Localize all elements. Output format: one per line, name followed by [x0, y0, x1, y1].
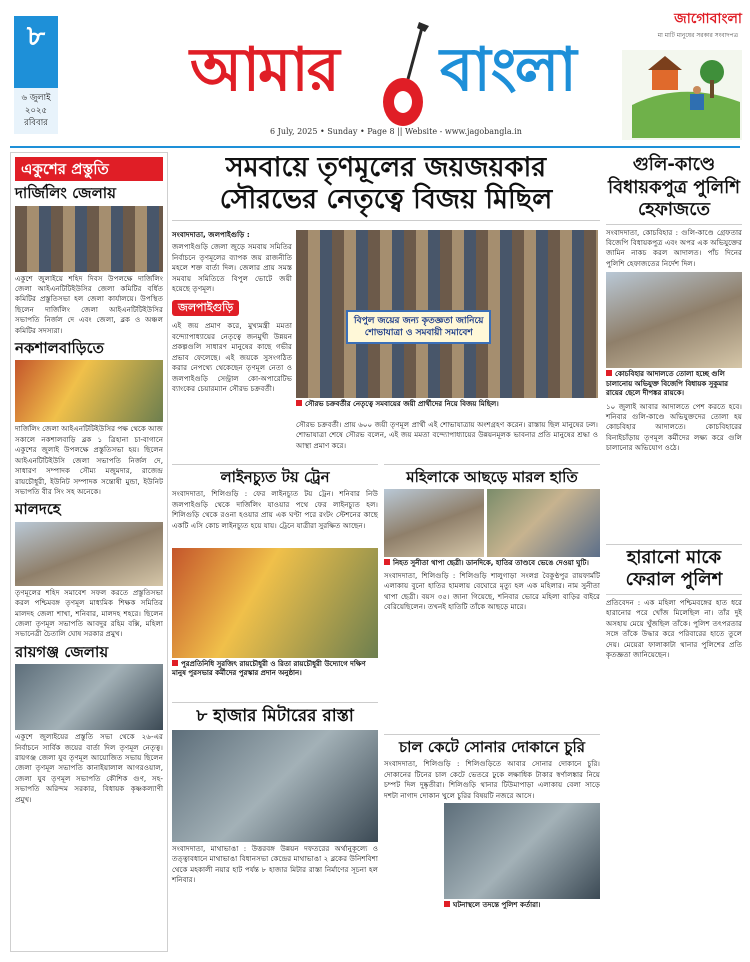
lead-headline-line-1: সমবায়ে তৃণমূলের জয়জয়কার [225, 152, 547, 183]
brand-corner [612, 10, 742, 140]
date-day: ৬ জুলাই [21, 92, 51, 103]
lead-text-2: এই জয় প্রমাণ করে, মুখ্যমন্ত্রী মমতা বন্দ্যোপাধ্যায়ের নেতৃত্বে জনমুখী উন্নয়ন প্রকল্পগুলি সাধারণ মানুষের কাছে গভীর প্রভাব ফেলেছে। এই জয়কে সুসংগঠিত করার নেপথ্যে থেকেছেন তৃণমূল নেতা ও জলপাইগুড়ি সেন্ট্রাল কো-অপারেটিভ ব্যাংকের চেয়ারম্যান সৌরভ চক্রবর্তী। [172, 321, 292, 394]
darjeeling-heading: দার্জিলিং জেলায় [15, 184, 116, 203]
lead-text-1: জলপাইগুড়ি জেলা জুড়ে সমবায় সমিতির নির্বাচনে তৃণমূলের ব্যাপক জয় রাজনীতি মহলে শক্ত বার্তা দিল। জেলার প্রায় সমস্ত সমবায় সমিতিতে বিপুল ভোটে জয়ী হয়েছে তৃণমূল। [172, 242, 292, 294]
darjeeling-text: একুশে জুলাইয়ে শহিদ দিবস উপলক্ষে দার্জিলিং জেলা আইএনটিটিইউসির জেলা কমিটির বর্ধিত কমিটির প্রস্তুতিসভা হল জেলা কার্যালয়ে। উপস্থিত ছিলেন দার্জিলিং জেলা আইএনটিটিইউসির সভাপতি নির্জল দে এবং জেলা, ব্লক ও অঞ্চল কমিটির সদস্যরা। [15, 273, 163, 335]
gold-theft-story [384, 734, 600, 910]
date-year: ২০২৫ [24, 105, 48, 116]
lead-dateline: সংবাদদাতা, জলপাইগুড়ি : [172, 230, 250, 239]
left-column [10, 152, 168, 952]
elephant-headline: মহিলাকে আছড়ে মারল হাতি [406, 468, 578, 486]
location-badge: জলপাইগুড়ি [172, 300, 239, 317]
caption-marker [384, 559, 390, 565]
mother-headline: হারানো মাকে ফেরাল পুলিশ [606, 544, 742, 595]
toy-train-headline: লাইনচ্যুত টয় ট্রেন [220, 468, 330, 486]
road-story [172, 702, 378, 888]
elephant-photos [384, 489, 600, 557]
mother-text: প্রতিবেদন : এক মহিলা পশ্চিমবঙ্গের হাত ধরে হারানোর পরে খোঁজ মিলেছিল না। তাঁর দুই অসহায় মেয়ে খুঁজছিল তাঁকে। পুলিশ তৎপরতার সঙ্গে তাঁকে উদ্ধার করে পরিবারের হাতে তুলে দেয়। মেয়েরা ফালাকাটা থানার পুলিশের প্রতি কৃতজ্ঞতা জানিয়েছেন। [606, 597, 742, 659]
malda-photo [15, 522, 163, 586]
gold-theft-caption-text: ঘটনাস্থলে তদন্তে পুলিশ কর্তারা। [453, 901, 541, 909]
gold-theft-headline: চাল কেটে সোনার দোকানে চুরি [399, 738, 585, 756]
lead-story-body [172, 228, 292, 397]
naxalbari-heading: নকশালবাড়িতে [15, 339, 104, 358]
section-banner: একুশের প্রস্তুতি [15, 157, 163, 181]
malda-heading: মালদহে [15, 500, 61, 519]
date-strip [14, 88, 58, 134]
logo-bangla: বাংলা [440, 35, 575, 105]
elephant-story [384, 464, 600, 614]
mla-caption-text: কোচবিহার আদালতে তোলা হচ্ছে গুলি চালানোয় অভিযুক্ত বিজেপি বিধায়ক সুকুমার রায়ের ছেলে দীপঙ্কর রায়কে। [606, 370, 728, 398]
mla-caption [606, 370, 742, 398]
masthead-tagline: 6 July, 2025 • Sunday • Page 8 || Website - www.jagobangla.in [270, 127, 522, 136]
gold-theft-text: সংবাদদাতা, শিলিগুড়ি : শিলিগুড়িতে আবার সোনার দোকানে চুরি। দোকানের টিনের চাল কেটে ভেতরে ঢুকে লক্ষাধিক টাকার স্বর্ণালঙ্কার নিয়ে চম্পট দিল দুষ্কৃতীরা। শিলিগুড়ি থানার টিউমাপাড়া এলাকায় বেলা সাড়ে দশটা নাগাদ দোকান খুলে চুরির বিষয়টি নজরে আসে। [384, 759, 600, 800]
gold-theft-photo [444, 803, 600, 899]
page-number: ৮ [26, 19, 46, 52]
banner-line-1: বিপুল জয়ের জন্য কৃতজ্ঞতা জানিয়ে [354, 316, 484, 326]
gold-theft-caption [444, 901, 600, 910]
lead-headline [172, 152, 600, 221]
caption-marker [172, 660, 178, 666]
caption-marker [444, 901, 450, 907]
caption-marker [606, 370, 612, 376]
middle-column [172, 152, 600, 952]
lead-photo [296, 230, 598, 398]
masthead [0, 0, 750, 148]
event-caption [172, 660, 378, 679]
mla-photo [606, 272, 742, 368]
lead-photo-banner [346, 310, 491, 344]
road-headline: ৮ হাজার মিটারের রাস্তা [196, 706, 354, 726]
raiganj-photo [15, 664, 163, 730]
brand-name: জাগোবাংলা [674, 11, 742, 27]
mla-text-2: ১০ জুলাই আবার আদালতে পেশ করতে হবে। শনিবার গুলি-কাণ্ডে অভিযুক্তদের তোলা হয় কোচবিহার আদালতে। কোচবিহারের বিনাইচাঁড়ায় তৃণমূল কর্মীদের লক্ষ্য করে গুলি চালানোর অভিযোগ ওঠে। [606, 401, 742, 453]
road-text: সংবাদদাতা, মাথাভাঙা : উত্তরবঙ্গ উন্নয়ন দফতরের অর্থানুকূল্যে ও তত্ত্বাবধানে মাথাভাঙা বিধানসভা কেন্দ্রের মাথাভাঙা ২ ব্লকের উনিশবিশা থেকে মহকালী নয়ার হাট পর্যন্ত ৮ হাজার মিটার রাস্তা নির্মাণের সূচনা হল শনিবার। [172, 843, 378, 885]
tanpura-icon [375, 20, 445, 130]
page-number-box [14, 16, 58, 134]
masthead-divider [10, 146, 740, 148]
victim-photo [384, 489, 484, 557]
lead-headline-line-2: সৌরভের নেতৃত্বে বিজয় মিছিল [219, 183, 553, 215]
date-weekday: রবিবার [24, 118, 48, 129]
caption-marker [296, 400, 302, 406]
event-photo-block [172, 548, 378, 679]
mla-headline: গুলি-কাণ্ডে বিধায়কপুত্র পুলিশি হেফাজতে [606, 152, 742, 225]
lead-caption-text: সৌরভ চক্রবর্তীর নেতৃত্বে সমবায়ের জয়ী প্রার্থীদের নিয়ে বিজয় মিছিল। [305, 400, 499, 408]
event-caption-text: পুরপ্রতিনিধি সুরজিৎ রায়চৌধুরী ও রিতা রায়চৌধুরী উদ্যোগে দক্ষিণ মানুষ পুরসভার কর্মীদের পুরস্কার প্রদান অনুষ্ঠান। [172, 660, 366, 678]
brand-subtitle: মা মাটি মানুষের সরকার সংবাদপত্র [657, 32, 738, 39]
naxalbari-photo [15, 360, 163, 422]
road-photo [172, 730, 378, 842]
event-photo [172, 548, 378, 658]
darjeeling-photo [15, 206, 163, 272]
raiganj-heading: রায়গঞ্জ জেলায় [15, 642, 109, 661]
mla-text: সংবাদদাতা, কোচবিহার : গুলি-কাণ্ডে গ্রেফতার বিজেপি বিধায়কপুত্র এবং অপর এক অভিযুক্তের জামিন নাকচ করল আদালত। পাঁচ দিনের পুলিশি হেফাজতের নির্দেশ দিল। [606, 227, 742, 268]
elephant-caption-text: নিহত সুনীতা থাপা ছেত্রী। ডানদিকে, হাতির তাণ্ডবে ভেঙে দেওয়া ঘুটি। [393, 559, 589, 568]
naxalbari-text: দার্জিলিং জেলা আইএনটিটিইউসির পক্ষ থেকে আজ সকালে নকশালবাড়ি ব্লক ১ ত্রিহানা চা-বাগানে একুশের জুলাই উপলক্ষে প্রস্তুতিসভা হয়। ছিলেন আইএনটিটিইউসি জেলা সভাপতি নির্জল দে, সাধারণ সম্পাদক সৌম্য মজুমদার, রাজেন্দ্র রায়চৌধুরী, ইউনিট সম্পাদক সন্তোষী মুন্ডা, ইউনিট সভাপতি বীর সিং সহ অনেকে। [15, 424, 163, 496]
toy-train-text: সংবাদদাতা, শিলিগুড়ি : ফের লাইনচ্যুত টয় ট্রেন। শনিবার নিউ জলপাইগুড়ি থেকে দার্জিলিং যাওয়ার পথে ফের লাইনচ্যুত হল। শিলিগুড়ি থেকে রওনা হওয়ার প্রায় এক ঘণ্টা পরে রংটং স্টেশনের কাছে একটি এসি কোচ লাইনচ্যুত হয়ে যায়। ট্রেনে যাত্রীরা সুরক্ষিত আছেন। [172, 489, 378, 530]
lead-photo-block [296, 230, 598, 410]
elephant-text: সংবাদদাতা, শিলিগুড়ি : শিলিগুড়ি শালুগাড়া সংলগ্ন বৈকুণ্ঠপুর রায়ফার্মটি এলাকায় বুনো হাতির হামলায় বেঘোরে মৃত্যু হল এক মহিলার। নাম সুনীতা থাপা ছেত্রী। বয়স ৩৫। জানা গিয়েছে, শনিবার ভোরে মহিলা বাড়ির বাইরে বেরিয়েছিলেন। তখনই হাতিটি তাঁকে আছড়ে মারে। [384, 570, 600, 611]
damage-photo [487, 489, 600, 557]
right-column [606, 152, 742, 952]
toy-train-story [172, 464, 378, 533]
lead-caption [296, 400, 598, 409]
lead-text-3: সৌরভ চক্রবর্তী। প্রায় ৬০০ জয়ী তৃণমূল প্রার্থী এই শোভাযাত্রায় অংশগ্রহণ করেন। রাস্তায় ছিল মানুষের ঢল। শোভাযাত্রা শেষে সৌরভ বলেন, এই জয় মমতা বন্দ্যোপাধ্যায়ের উন্নয়নমূলক ভাবনার প্রতি মানুষের শ্রদ্ধা ও আস্থা প্রমাণ করে। [296, 420, 598, 450]
banner-line-2: শোভাযাত্রা ও সমবায়ী সমাবেশ [364, 328, 473, 339]
raiganj-text: একুশে জুলাইয়ের প্রস্তুতি সভা থেকে ২৬-এর নির্বাচনে সার্বিক জয়ের বার্তা দিল তৃণমূল নেতৃত্ব। রায়গঞ্জ জেলা যুব তৃণমূল আয়োজিত সভায় ছিলেন জেলা তৃণমূল সভাপতি কানাইয়ালাল আগরওয়াল, জেলা যুব তৃণমূল সভাপতি কৌশিক গুণ, সহ-সভাপতি অরিন্দম সরকার, বিধায়ক কৃষ্ণকল্যাণী প্রমুখ। [15, 732, 163, 804]
malda-text: তৃণমূলের শহিদ সমাবেশ সফল করতে প্রস্তুতিসভা করল পশ্চিমবঙ্গ তৃণমূল মাধ্যমিক শিক্ষক সমিতির মালদহ জেলা শাখা, শনিবার, মালদহ শহরে। ছিলেন জেলা তৃণমূল সভাপতি আবদুর রহিম বক্সি, মহিলা সভানেত্রী চৈতালি ঘোষ সরকার প্রমুখ। [15, 587, 163, 639]
rural-scene-illustration [612, 10, 742, 140]
logo-amar: আমার [190, 35, 338, 105]
elephant-caption [384, 559, 600, 568]
